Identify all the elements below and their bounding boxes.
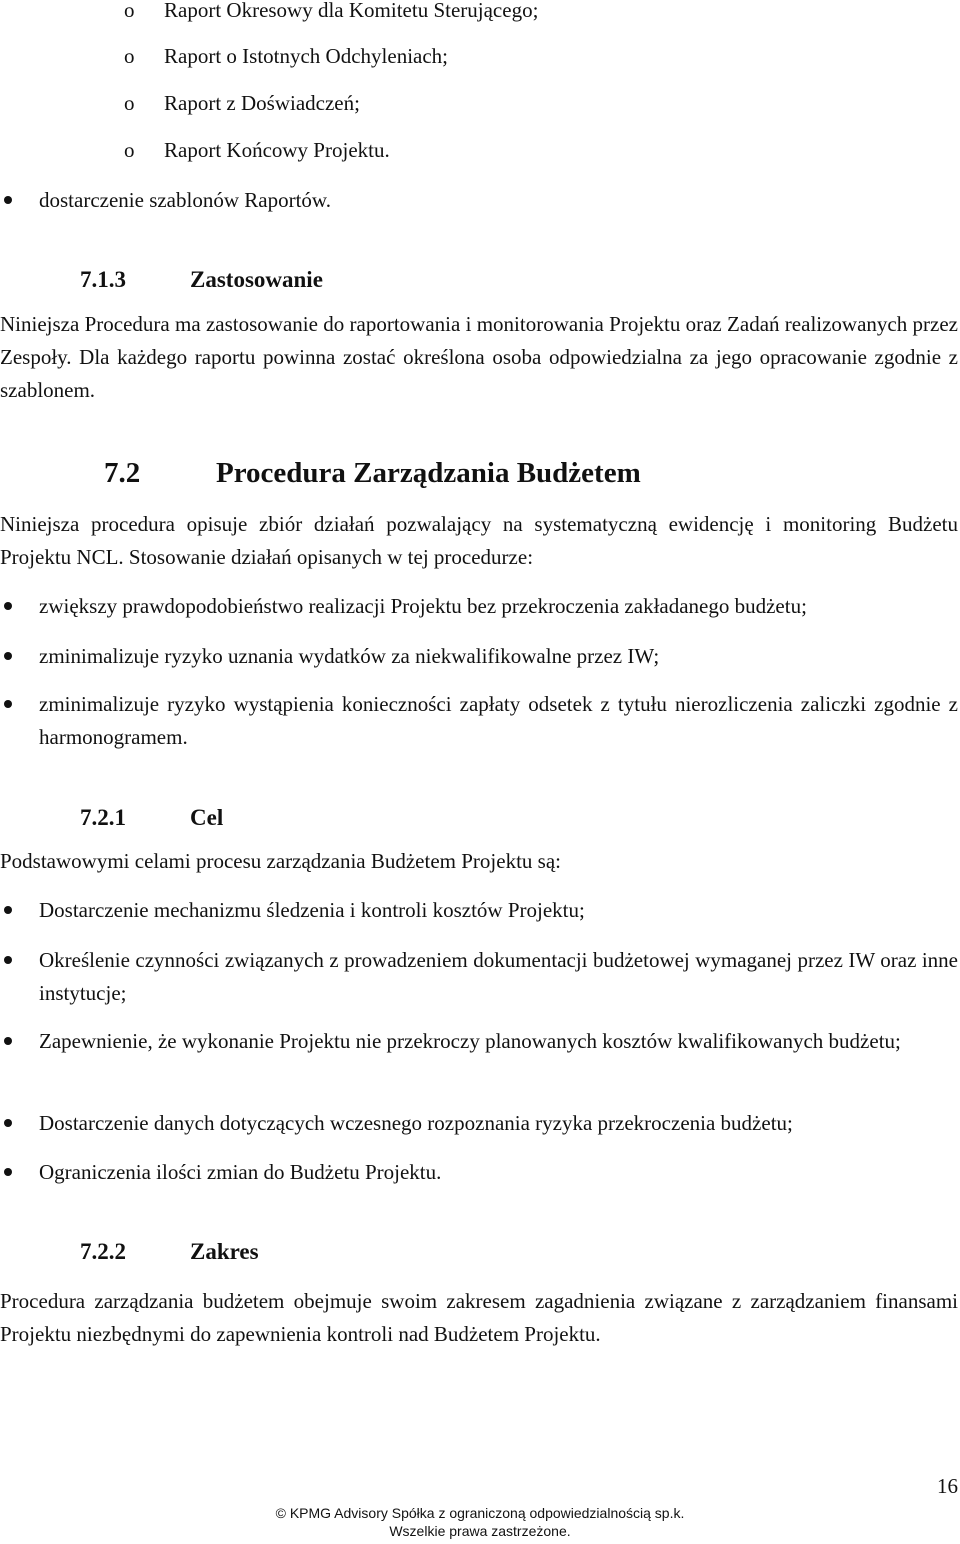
paragraph: Niniejsza Procedura ma zastosowanie do raportowania i monitorowania Projektu oraz Zadań realizowanych przez Zespoły. Dla każdego raportu powinna zostać określona osoba odpowiedzialna za jego opracowanie zgodnie z szablonem. <box>0 312 958 402</box>
bullet-item <box>0 184 958 217</box>
list-marker: o <box>124 44 135 68</box>
paragraph: Podstawowymi celami procesu zarządzania Budżetem Projektu są: <box>0 849 561 873</box>
bullet-icon <box>4 906 12 914</box>
bullet-text: Zapewnienie, że wykonanie Projektu nie przekroczy planowanych kosztów kwalifikowanych budżetu; <box>39 1029 901 1053</box>
section-number: 7.2.1 <box>80 805 126 830</box>
bullet-text: zminimalizuje ryzyko wystąpienia konieczności zapłaty odsetek z tytułu nierozliczenia zaliczki zgodnie z harmonogramem. <box>39 692 958 749</box>
bullet-item <box>0 688 958 754</box>
bullet-item <box>0 1025 958 1058</box>
bullet-text: zwiększy prawdopodobieństwo realizacji Projektu bez przekroczenia zakładanego budżetu; <box>39 594 807 618</box>
bullet-text: Dostarczenie mechanizmu śledzenia i kontroli kosztów Projektu; <box>39 898 585 922</box>
list-item <box>0 87 900 120</box>
bullet-icon <box>4 196 12 204</box>
section-number: 7.1.3 <box>80 267 126 292</box>
bullet-item <box>0 1156 958 1189</box>
list-item-text: Raport o Istotnych Odchyleniach; <box>164 44 449 68</box>
footer <box>0 1504 960 1540</box>
bullet-icon <box>4 652 12 660</box>
list-marker: o <box>124 0 135 22</box>
page-number: 16 <box>937 1474 958 1498</box>
footer-rights: Wszelkie prawa zastrzeżone. <box>389 1523 571 1539</box>
bullet-item <box>0 640 958 673</box>
bullet-text: Dostarczenie danych dotyczących wczesnego rozpoznania ryzyka przekroczenia budżetu; <box>39 1111 793 1135</box>
bullet-icon <box>4 1037 12 1045</box>
bullet-item <box>0 590 958 623</box>
bullet-icon <box>4 1168 12 1176</box>
section-title: Zakres <box>190 1239 259 1264</box>
bullet-icon <box>4 956 12 964</box>
list-item-text: Raport Końcowy Projektu. <box>164 138 390 162</box>
section-title: Cel <box>190 805 224 830</box>
bullet-text: zminimalizuje ryzyko uznania wydatków za niekwalifikowalne przez IW; <box>39 644 660 668</box>
bullet-item <box>0 1107 958 1140</box>
section-number: 7.2 <box>104 457 141 489</box>
list-item-text: Raport Okresowy dla Komitetu Sterującego; <box>164 0 539 22</box>
list-item <box>0 40 900 73</box>
bullet-icon <box>4 700 12 708</box>
footer-copyright: © KPMG Advisory Spółka z ograniczoną odpowiedzialnością sp.k. <box>275 1505 685 1521</box>
bullet-item <box>0 944 958 1010</box>
section-title: Zastosowanie <box>190 267 323 292</box>
section-title: Procedura Zarządzania Budżetem <box>216 457 641 489</box>
section-number: 7.2.2 <box>80 1239 126 1264</box>
list-item <box>0 134 900 167</box>
bullet-text: dostarczenie szablonów Raportów. <box>39 188 331 212</box>
bullet-item <box>0 894 958 927</box>
bullet-icon <box>4 1119 12 1127</box>
bullet-text: Ograniczenia ilości zmian do Budżetu Projektu. <box>39 1160 442 1184</box>
paragraph: Procedura zarządzania budżetem obejmuje swoim zakresem zagadnienia związane z zarządzaniem finansami Projektu niezbędnymi do zapewnienia kontroli nad Budżetem Projektu. <box>0 1289 958 1346</box>
list-item-text: Raport z Doświadczeń; <box>164 91 360 115</box>
list-marker: o <box>124 138 135 162</box>
list-marker: o <box>124 91 135 115</box>
bullet-text: Określenie czynności związanych z prowadzeniem dokumentacji budżetowej wymaganej przez IW oraz inne instytucje; <box>39 948 958 1005</box>
paragraph: Niniejsza procedura opisuje zbiór działań pozwalający na systematyczną ewidencję i monitoring Budżetu Projektu NCL. Stosowanie działań opisanych w tej procedurze: <box>0 512 958 569</box>
list-item <box>0 0 900 27</box>
bullet-icon <box>4 602 12 610</box>
